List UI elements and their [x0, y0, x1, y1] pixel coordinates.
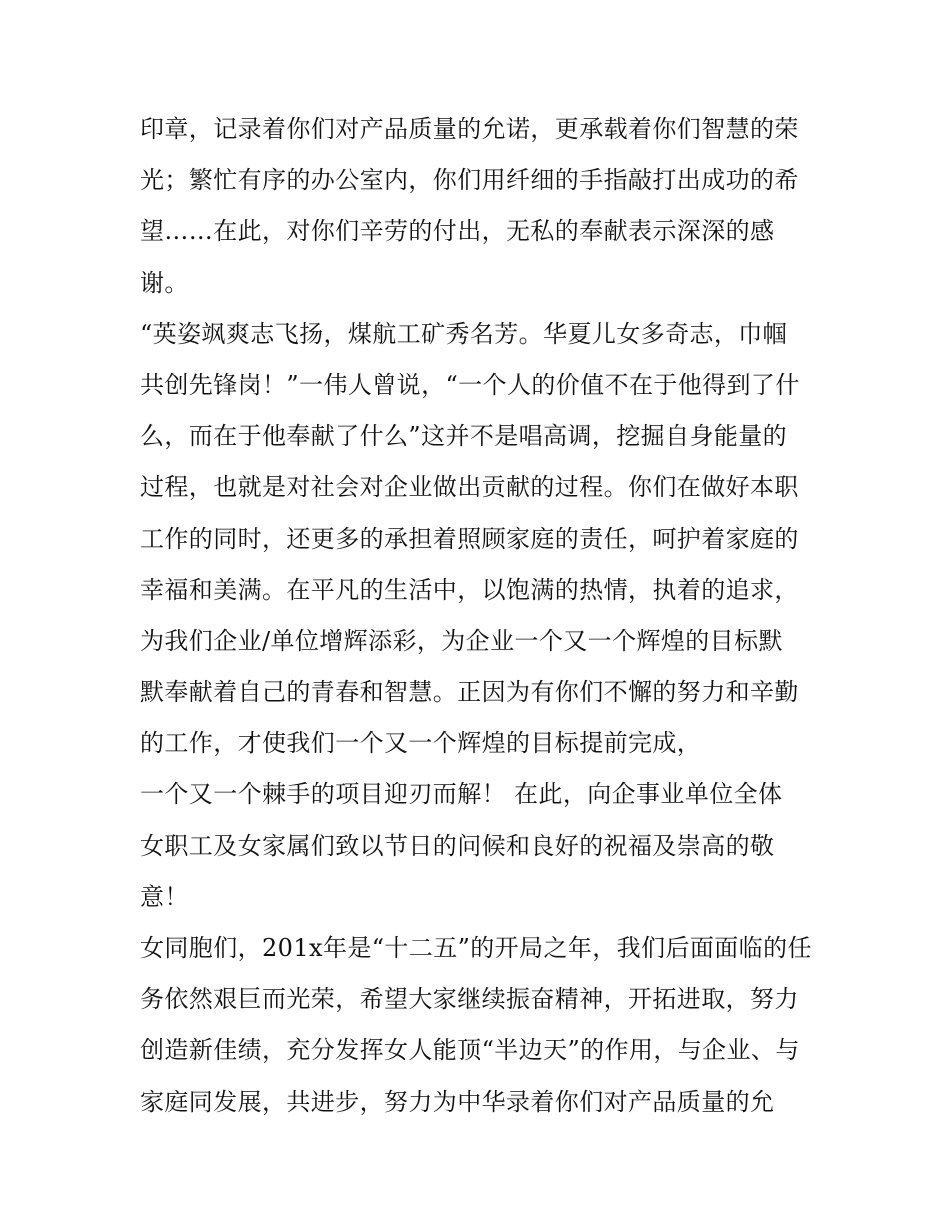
text-line-8: 过程，也就是对社会对企业做出贡献的过程。你们在做好本职	[140, 473, 799, 502]
text-line-17: 女同胞们，201x年是“十二五”的开局之年，我们后面面临的任	[140, 934, 812, 962]
text-line-15: 女职工及女家属们致以节日的问候和良好的祝福及崇高的敬	[140, 831, 775, 860]
text-line-10: 幸福和美满。在平凡的生活中，以饱满的热情，执着的追求，	[140, 575, 799, 604]
text-line-3: 望……在此，对你们辛劳的付出，无私的奉献表示深深的感	[140, 217, 775, 246]
text-line-16: 意！	[140, 882, 189, 911]
text-line-18: 务依然艰巨而光荣，希望大家继续振奋精神，开拓进取，努力	[140, 985, 799, 1014]
text-line-1: 印章，记录着你们对产品质量的允诺，更承载着你们智慧的荣	[140, 115, 799, 143]
text-line-13: 的工作，才使我们一个又一个辉煌的目标提前完成，	[140, 729, 702, 758]
text-line-2: 光；繁忙有序的办公室内，你们用纤细的手指敲打出成功的希	[140, 166, 799, 195]
text-line-14: 一个又一个棘手的项目迎刃而解！ 在此，向企事业单位全体	[140, 780, 783, 809]
text-line-11: 为我们企业/单位增辉添彩，为企业一个又一个辉煌的目标默	[140, 626, 783, 655]
text-line-4: 谢。	[140, 268, 189, 297]
text-line-19: 创造新佳绩，充分发挥女人能顶“半边天”的作用，与企业、与	[140, 1036, 800, 1065]
text-line-9: 工作的同时，还更多的承担着照顾家庭的责任，呵护着家庭的	[140, 524, 799, 553]
body-text	[140, 104, 820, 1128]
text-line-7: 么，而在于他奉献了什么”这并不是唱高调，挖掘自身能量的	[140, 422, 788, 451]
text-line-5: “英姿飒爽志飞扬，煤航工矿秀名芳。华夏儿女多奇志，巾帼	[140, 319, 788, 348]
text-line-20: 家庭同发展，共进步，努力为中华录着你们对产品质量的允	[140, 1087, 775, 1116]
text-line-12: 默奉献着自己的青春和智慧。正因为有你们不懈的努力和辛勤	[140, 678, 799, 707]
text-line-6: 共创先锋岗！”一伟人曾说，“一个人的价值不在于他得到了什	[140, 370, 800, 399]
